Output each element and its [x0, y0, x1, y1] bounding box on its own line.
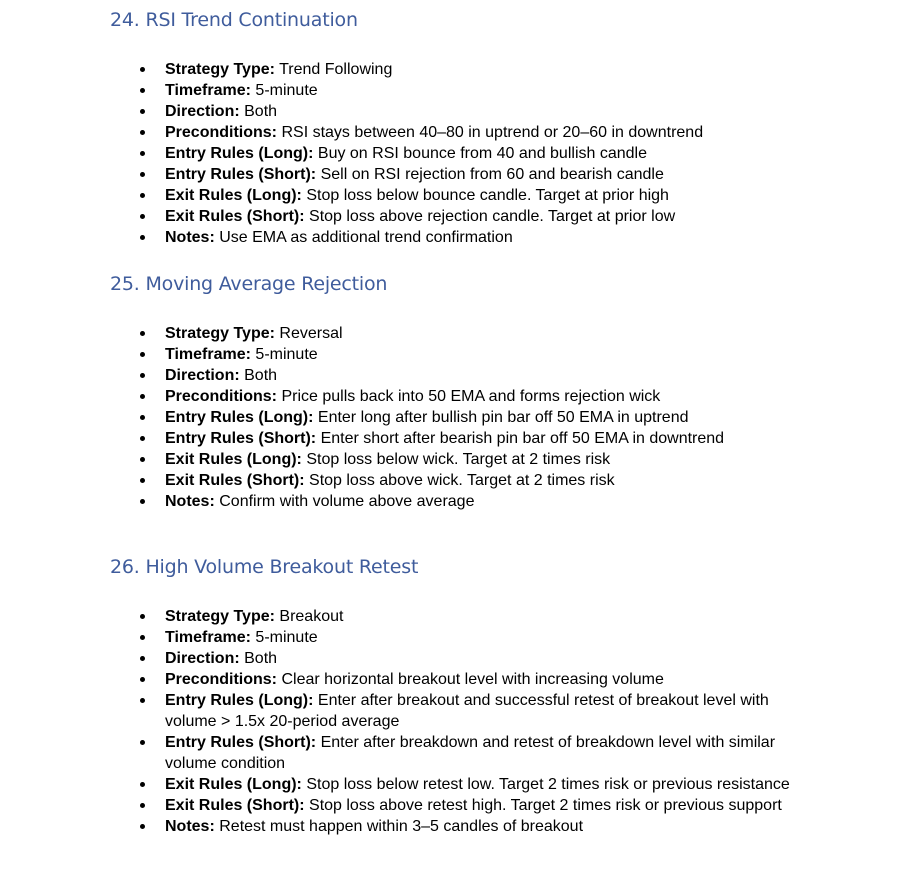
- item-text: 5-minute: [255, 82, 318, 99]
- bullet-icon: [140, 67, 145, 72]
- bullet-icon: [140, 782, 145, 787]
- item-label: Timeframe:: [165, 629, 251, 646]
- item-label: Entry Rules (Long):: [165, 409, 314, 426]
- list-item: [140, 143, 805, 164]
- item-label: Direction:: [165, 367, 240, 384]
- item-text: Stop loss below wick. Target at 2 times risk: [306, 451, 611, 468]
- item-text: Enter after breakdown and retest of breakdown level with similar volume condition: [165, 734, 776, 772]
- list-item: [140, 407, 805, 428]
- item-label: Entry Rules (Short):: [165, 166, 317, 183]
- list-item: [140, 606, 805, 627]
- item-label: Exit Rules (Short):: [165, 797, 305, 814]
- bullet-icon: [140, 235, 145, 240]
- item-text: Both: [244, 103, 278, 120]
- item-text: Trend Following: [279, 61, 393, 78]
- bullet-icon: [140, 214, 145, 219]
- list-item: [140, 122, 805, 143]
- item-text: 5-minute: [255, 629, 318, 646]
- list-item: [140, 365, 805, 386]
- item-label: Exit Rules (Long):: [165, 776, 302, 793]
- bullet-icon: [140, 373, 145, 378]
- list-item: [140, 206, 805, 227]
- list-item: [140, 732, 805, 774]
- list-item: [140, 59, 805, 80]
- item-label: Strategy Type:: [165, 608, 275, 625]
- bullet-icon: [140, 415, 145, 420]
- list-item: [140, 491, 805, 512]
- item-label: Strategy Type:: [165, 325, 275, 342]
- list-item: [140, 101, 805, 122]
- strategy-details-list: [140, 606, 805, 837]
- item-label: Direction:: [165, 103, 240, 120]
- item-label: Exit Rules (Long):: [165, 451, 302, 468]
- item-label: Timeframe:: [165, 346, 251, 363]
- bullet-icon: [140, 130, 145, 135]
- bullet-icon: [140, 698, 145, 703]
- item-text: Price pulls back into 50 EMA and forms rejection wick: [281, 388, 661, 405]
- item-text: Stop loss below retest low. Target 2 times risk or previous resistance: [306, 776, 790, 793]
- item-text: Buy on RSI bounce from 40 and bullish candle: [317, 145, 647, 162]
- bullet-icon: [140, 331, 145, 336]
- item-text: Sell on RSI rejection from 60 and bearish candle: [320, 166, 664, 183]
- bullet-icon: [140, 803, 145, 808]
- item-label: Notes:: [165, 818, 215, 835]
- item-label: Preconditions:: [165, 388, 278, 405]
- bullet-icon: [140, 824, 145, 829]
- item-label: Direction:: [165, 650, 240, 667]
- item-label: Strategy Type:: [165, 61, 275, 78]
- bullet-icon: [140, 193, 145, 198]
- item-label: Entry Rules (Short):: [165, 734, 317, 751]
- item-text: Clear horizontal breakout level with increasing volume: [281, 671, 664, 688]
- bullet-icon: [140, 352, 145, 357]
- item-label: Notes:: [165, 229, 215, 246]
- bullet-icon: [140, 109, 145, 114]
- section-heading: 24. RSI Trend Continuation: [110, 9, 358, 31]
- list-item: [140, 648, 805, 669]
- item-text: Stop loss above rejection candle. Target at prior low: [309, 208, 676, 225]
- bullet-icon: [140, 635, 145, 640]
- item-text: Stop loss above retest high. Target 2 times risk or previous support: [309, 797, 782, 814]
- list-item: [140, 449, 805, 470]
- list-item: [140, 816, 805, 837]
- bullet-icon: [140, 614, 145, 619]
- item-text: Both: [244, 367, 278, 384]
- section-heading: 25. Moving Average Rejection: [110, 273, 388, 295]
- bullet-icon: [140, 740, 145, 745]
- bullet-icon: [140, 88, 145, 93]
- item-text: Enter after breakout and successful retest of breakout level with volume > 1.5x 20-period average: [165, 692, 769, 730]
- section-heading: 26. High Volume Breakout Retest: [110, 556, 419, 578]
- bullet-icon: [140, 499, 145, 504]
- item-text: Retest must happen within 3–5 candles of breakout: [219, 818, 584, 835]
- item-label: Notes:: [165, 493, 215, 510]
- item-label: Entry Rules (Long):: [165, 692, 314, 709]
- list-item: [140, 470, 805, 491]
- item-text: Enter short after bearish pin bar off 50 EMA in downtrend: [320, 430, 725, 447]
- item-label: Exit Rules (Long):: [165, 187, 302, 204]
- item-text: Enter long after bullish pin bar off 50 EMA in uptrend: [317, 409, 689, 426]
- bullet-icon: [140, 151, 145, 156]
- item-label: Entry Rules (Long):: [165, 145, 314, 162]
- item-text: Stop loss above wick. Target at 2 times risk: [309, 472, 615, 489]
- item-text: Stop loss below bounce candle. Target at prior high: [306, 187, 669, 204]
- list-item: [140, 690, 805, 732]
- list-item: [140, 428, 805, 449]
- item-text: Breakout: [279, 608, 344, 625]
- item-text: Reversal: [279, 325, 343, 342]
- item-text: 5-minute: [255, 346, 318, 363]
- bullet-icon: [140, 436, 145, 441]
- list-item: [140, 323, 805, 344]
- list-item: [140, 80, 805, 101]
- bullet-icon: [140, 677, 145, 682]
- bullet-icon: [140, 478, 145, 483]
- item-label: Exit Rules (Short):: [165, 472, 305, 489]
- list-item: [140, 185, 805, 206]
- item-label: Preconditions:: [165, 124, 278, 141]
- list-item: [140, 795, 805, 816]
- bullet-icon: [140, 457, 145, 462]
- item-text: Confirm with volume above average: [219, 493, 475, 510]
- list-item: [140, 164, 805, 185]
- bullet-icon: [140, 394, 145, 399]
- strategy-details-list: [140, 323, 805, 512]
- item-text: Use EMA as additional trend confirmation: [219, 229, 513, 246]
- item-label: Timeframe:: [165, 82, 251, 99]
- bullet-icon: [140, 656, 145, 661]
- list-item: [140, 227, 805, 248]
- list-item: [140, 627, 805, 648]
- list-item: [140, 669, 805, 690]
- list-item: [140, 386, 805, 407]
- item-label: Exit Rules (Short):: [165, 208, 305, 225]
- list-item: [140, 344, 805, 365]
- list-item: [140, 774, 805, 795]
- item-text: RSI stays between 40–80 in uptrend or 20–60 in downtrend: [281, 124, 704, 141]
- item-text: Both: [244, 650, 278, 667]
- strategy-details-list: [140, 59, 805, 248]
- item-label: Entry Rules (Short):: [165, 430, 317, 447]
- item-label: Preconditions:: [165, 671, 278, 688]
- bullet-icon: [140, 172, 145, 177]
